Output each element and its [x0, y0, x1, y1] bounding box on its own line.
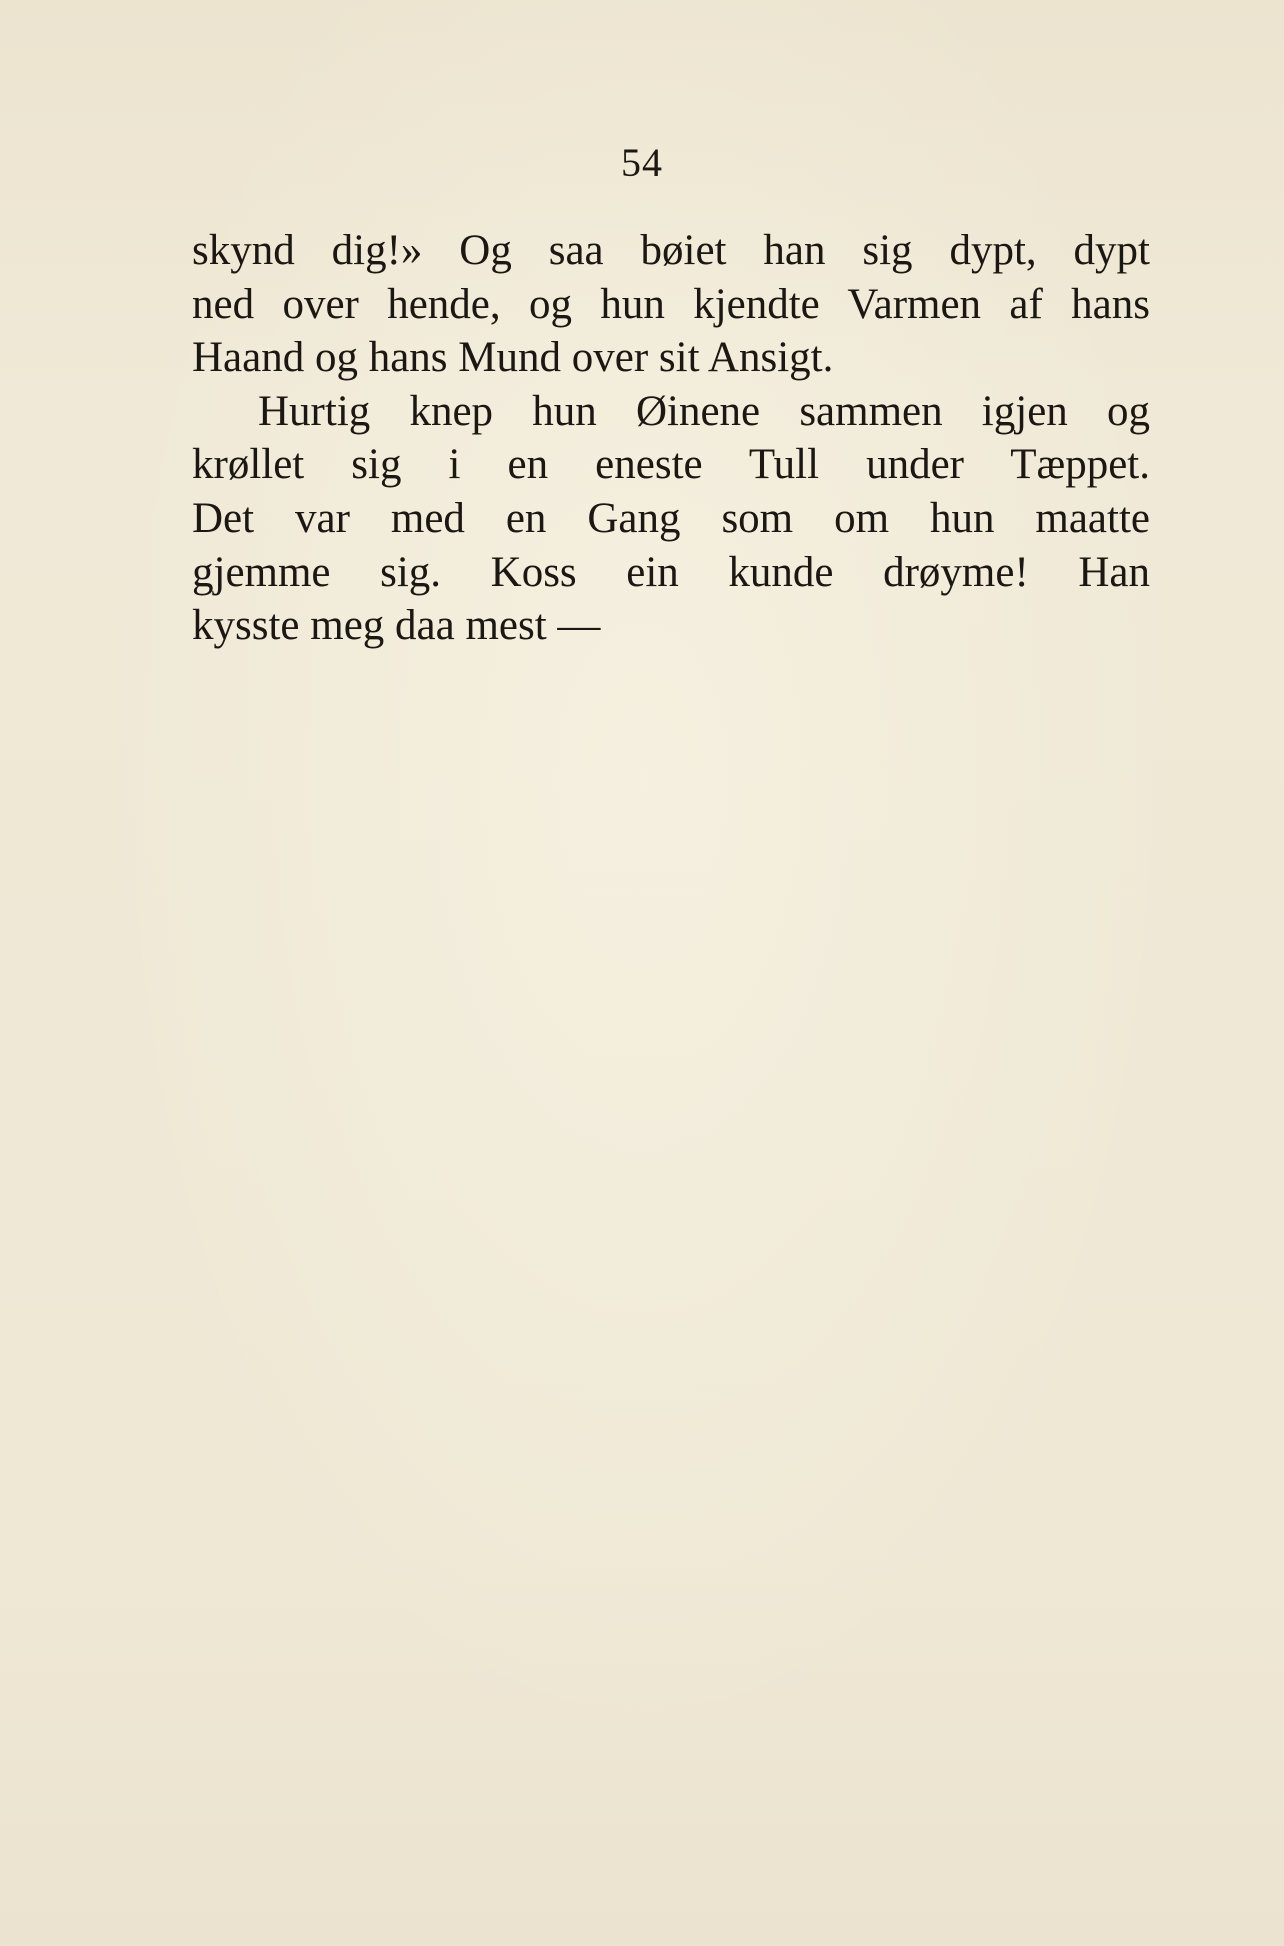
- text-line: Det var med en Gang som om hun maatte: [192, 494, 1150, 542]
- text-line: kysste meg daa mest —: [192, 602, 601, 650]
- text-line: gjemme sig. Koss ein kunde drøyme! Han: [192, 548, 1150, 596]
- text-line: Hurtig knep hun Øinene sammen igjen og: [258, 387, 1150, 435]
- text-line: ned over hende, og hun kjendte Varmen af hans: [192, 280, 1150, 328]
- text-line: skynd dig!» Og saa bøiet han sig dypt, dypt: [192, 227, 1150, 274]
- body-text: [192, 224, 1150, 653]
- text-line: krøllet sig i en eneste Tull under Tæppet.: [192, 441, 1150, 489]
- page-number: 54: [621, 140, 663, 185]
- text-line: Haand og hans Mund over sit Ansigt.: [192, 334, 834, 382]
